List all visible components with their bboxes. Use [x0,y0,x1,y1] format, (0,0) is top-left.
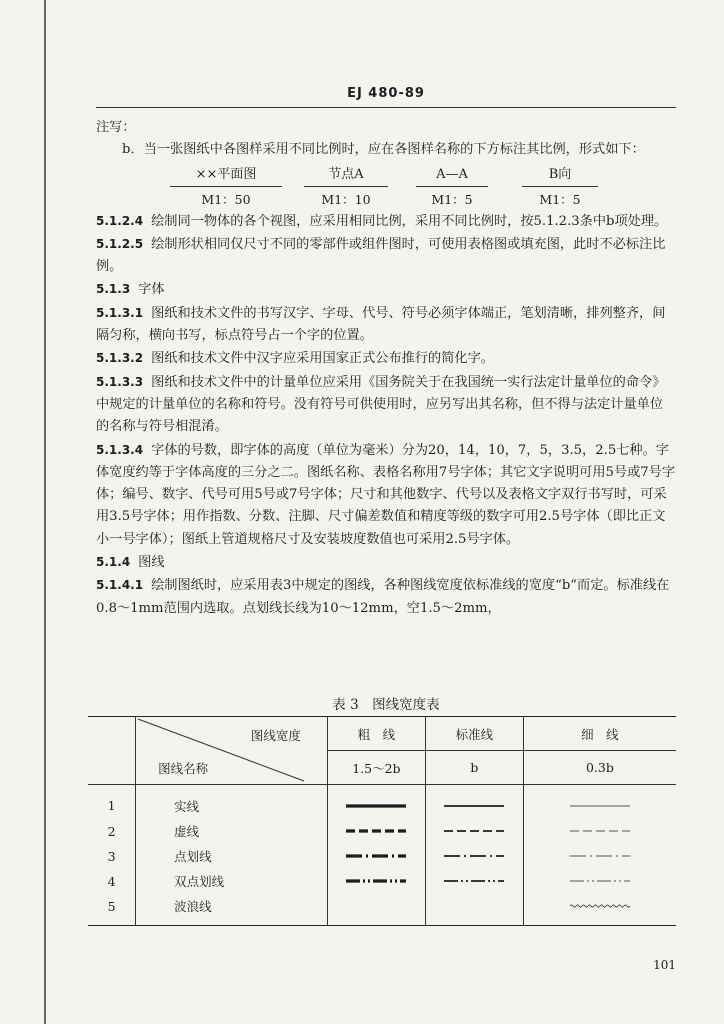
section-text: 图纸和技术文件的书写汉字、字母、代号、符号必须字体端正，笔划清晰，排列整齐，间隔匀称，横向书写，标点符号占一个字的位置。 [96,305,666,344]
row-line-name: 波浪线 [136,894,328,926]
row-line-name: 实线 [136,785,328,819]
section-number: 5.1.2.5 [96,236,144,251]
section-text: 绘制图纸时，应采用表3中规定的图线，各种图线宽度依标准线的宽度“b”而定。标准线在0.8～1mm范围内选取。点划线长线为10～12mm，空1.5～2mm， [96,578,670,616]
section-5-1-3-3 [96,371,676,439]
line-sample-standard [442,802,506,810]
line-sample-standard [442,877,506,885]
header-name-label: 图线名称 [158,761,209,776]
section-number: 5.1.3.4 [96,442,144,457]
section-number: 5.1.4 [96,555,131,570]
line-sample-thick [344,802,408,810]
row-number: 1 [107,798,116,814]
table-row [88,785,676,819]
scale-example-name: 节点A [328,166,364,182]
column-thin-label: 细 线 [523,717,676,751]
scale-example-value: M1：10 [304,186,388,210]
table-row [88,869,676,894]
note-item-b: b．当一张图纸中各图样采用不同比例时，应在各图样名称的下方标注其比例，形式如下： [122,142,645,158]
line-sample-thin [568,852,632,860]
section-text: 绘制同一物体的各个视图，应采用相同比例，采用不同比例时，按5.1.2.3条中b项处理。 [151,213,668,229]
header-rule [96,107,676,108]
section-number: 5.1.4.1 [96,578,144,593]
scale-examples [96,164,676,210]
scale-example-name: A—A [436,166,468,182]
table-row [88,894,676,926]
row-number: 5 [107,898,116,914]
row-number: 4 [107,873,116,889]
table-diagonal-header [136,717,328,785]
table-row [88,844,676,869]
scale-example [170,164,282,210]
section-5-1-3 [96,278,676,301]
scale-example-value: M1：50 [170,186,282,210]
column-thin-width: 0.3b [523,751,676,785]
binding-edge [44,0,46,1024]
section-number: 5.1.3 [96,282,131,297]
scale-example-value: M1：5 [416,186,488,210]
section-5-1-4-1 [96,574,676,620]
section-5-1-4 [96,551,676,574]
scale-example [522,164,598,210]
row-line-name: 点划线 [136,844,328,869]
section-5-1-3-2 [96,347,676,370]
section-number: 5.1.3.2 [96,351,144,366]
column-thick-label: 粗 线 [327,717,425,751]
line-sample-thick [344,827,408,835]
section-5-1-2-4 [96,210,676,233]
section-5-1-2-5 [96,233,676,279]
row-number: 3 [107,848,116,864]
line-sample-thick [344,852,408,860]
line-sample-thin [568,802,632,810]
column-standard-label: 标准线 [425,717,523,751]
line-sample-thick [344,877,408,885]
standard-code-header: EJ 480-89 [347,86,425,101]
line-sample-standard [442,827,506,835]
table-row [88,819,676,844]
note-title: 注写： [96,120,136,135]
table-corner-cell [88,717,136,751]
scale-example-name: B向 [548,166,572,182]
scale-example [304,164,388,210]
line-sample-standard [442,852,506,860]
page-number: 101 [653,958,676,972]
section-5-1-3-4 [96,439,676,551]
scale-example [416,164,488,210]
column-thick-width: 1.5～2b [327,751,425,785]
row-line-name: 虚线 [136,819,328,844]
line-sample-thin [568,827,632,835]
section-text: 绘制形状相同仅尺寸不同的零部件或组件图时，可使用表格图或填充图，此时不必标注比例。 [96,236,666,275]
section-number: 5.1.3.1 [96,305,144,320]
section-text: 图纸和技术文件中汉字应采用国家正式公布推行的简化字。 [151,351,494,367]
table-header-row [88,717,676,751]
section-text: 字体的号数，即字体的高度（单位为毫米）分为20，14，10，7，5，3.5，2.5七种。字体宽度约等于字体高度的三分之二。图纸名称、表格名称用7号字体；其它文字说明可用5号或7号字体；编号、数字、代号可用5号或7号字体；尺寸和其他数字、代号以及表格文字双行书写时，可采用3.5号字体；用作指数、分数、注脚、尺寸偏差数值和精度等级的数字可用2.5号字体（即比正文小一号字体）；图纸上管道规格尺寸及安装坡度数值也可采用2.5号字体。 [96,442,676,547]
line-sample-thin-wavy [568,902,632,910]
line-sample-thin [568,877,632,885]
header-width-label: 图线宽度 [250,728,301,743]
table-corner-cell [88,751,136,785]
scale-example-name: ××平面图 [195,166,257,182]
row-line-name: 双点划线 [136,869,328,894]
section-text: 图线 [138,555,165,571]
body-text [96,117,676,620]
section-number: 5.1.2.4 [96,213,144,228]
column-standard-width: b [425,751,523,785]
line-sample-stroke [570,905,630,907]
table-title: 表 3 图线宽度表 [332,697,440,713]
scale-example-value: M1：5 [522,186,598,210]
row-number: 2 [107,823,116,839]
section-number: 5.1.3.3 [96,374,144,389]
line-width-table [88,716,676,926]
section-5-1-3-1 [96,302,676,348]
section-text: 图纸和技术文件中的计量单位应采用《国务院关于在我国统一实行法定计量单位的命令》中规定的计量单位的名称和符号。没有符号可供使用时，应另写出其名称，但不得与法定计量单位的名称与符号相混淆。 [96,374,666,435]
section-text: 字体 [138,282,165,298]
